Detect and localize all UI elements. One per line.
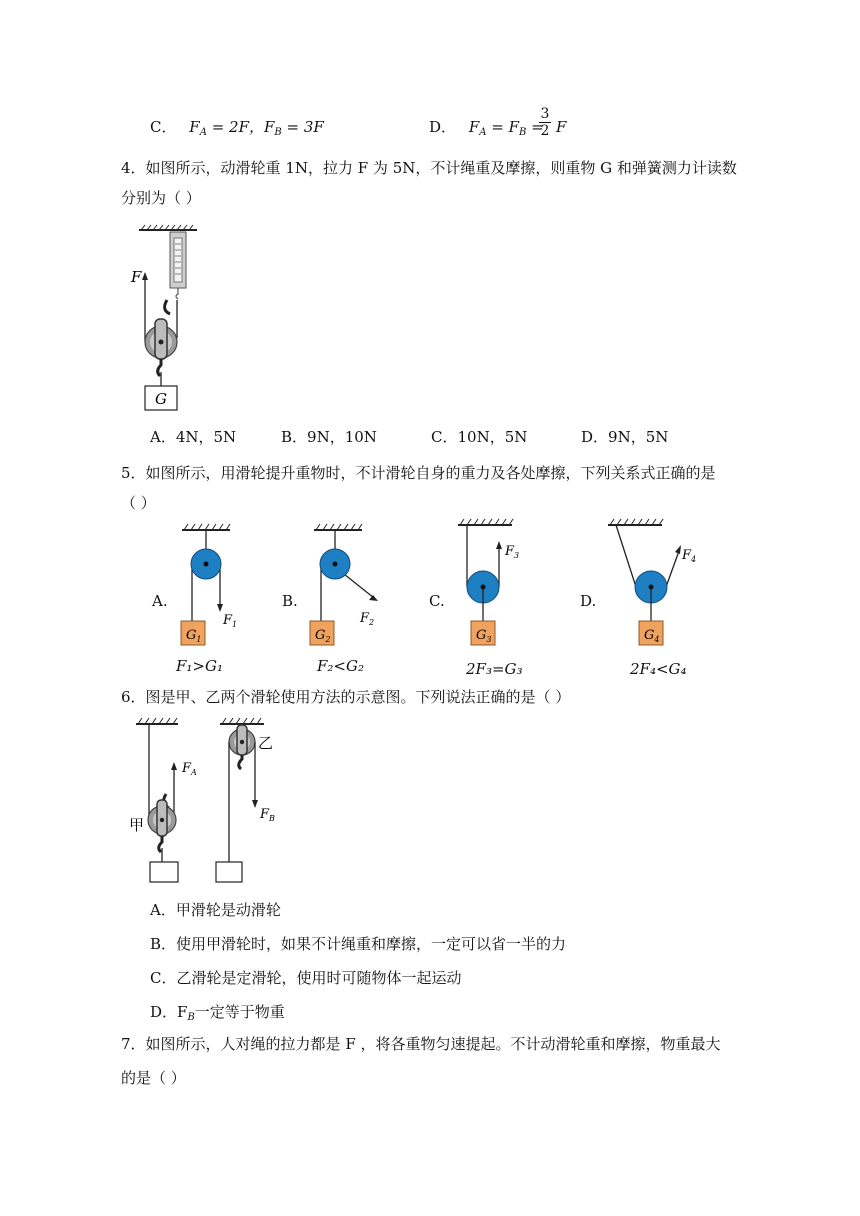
q5-figure-b [300, 520, 390, 650]
q6-pulley-jia [148, 800, 176, 836]
q4-stem-line1: 4．如图所示，动滑轮重 1N，拉力 F 为 5N，不计绳重及摩擦，则重物 G 和弹簧测力计读数 [121, 159, 737, 177]
q4-ceiling [139, 225, 197, 230]
q6-pulley-yi [229, 725, 255, 755]
q5-label-b: B. [282, 592, 298, 610]
q6-yi-ceiling [220, 718, 264, 724]
q4-stem-line2: 分别为（ ） [121, 189, 201, 207]
svg-text:G4: $G_4$ [644, 628, 660, 644]
q5-caption-a: F₁>G₁ [176, 657, 223, 675]
q6-option-a: A．甲滑轮是动滑轮 [150, 901, 281, 919]
q5-stem-line2: （ ） [121, 494, 156, 512]
svg-text:G3: $G_3$ [476, 628, 492, 644]
q5-label-c: C. [429, 592, 445, 610]
svg-text:F3: $F_3$ [505, 544, 520, 560]
q6-option-b: B．使用甲滑轮时，如果不计绳重和摩擦，一定可以省一半的力 [150, 935, 567, 953]
q5-figure-c [450, 515, 540, 655]
q4-figure [125, 222, 215, 412]
q6-jia-ceiling [136, 718, 178, 724]
spring-scale [170, 232, 186, 299]
svg-text:FB: $F_B$ [260, 807, 275, 823]
q3-option-d: D． $F_A = F_B$ = [429, 118, 544, 138]
q5-figure-a [170, 520, 250, 650]
q6-weight-yi [216, 862, 242, 882]
svg-text:G2: $G_2$ [315, 628, 331, 644]
q6-weight-jia [150, 862, 178, 882]
q3-option-c-formula: $F_A = 2F$，$F_B = 3F$ [189, 118, 324, 138]
q6-option-d: D．$F_B$一定等于物重 [150, 1003, 285, 1023]
q4-option-d: D．9N，5N [581, 428, 669, 446]
q4-label-f: F [131, 268, 142, 286]
svg-text:G: G [155, 390, 167, 408]
q7-stem-line1: 7．如图所示，人对绳的拉力都是 F ，将各重物匀速提起。不计动滑轮重和摩擦，物重最大 [121, 1035, 721, 1053]
svg-text:FA: $F_A$ [182, 761, 197, 777]
q3-fraction-f: F [556, 118, 567, 136]
q6-option-c: C．乙滑轮是定滑轮，使用时可随物体一起运动 [150, 969, 462, 987]
svg-text:G1: $G_1$ [186, 628, 202, 644]
q5-figure-d [600, 515, 700, 655]
q5-caption-c: 2F₃=G₃ [466, 660, 523, 678]
q3-option-d-formula: $F_A = F_B$ = [468, 118, 544, 138]
q5-caption-b: F₂<G₂ [317, 657, 364, 675]
q4-option-b: B．9N，10N [281, 428, 377, 446]
q6-figure [118, 712, 288, 887]
q5-caption-d: 2F₄<G₄ [630, 660, 687, 678]
q3-fraction: 3 2 [540, 106, 550, 139]
q3-option-c: C． $F_A = 2F$，$F_B = 3F$ [150, 118, 324, 138]
q5-label-a: A. [152, 592, 168, 610]
q4-option-c: C．10N，5N [431, 428, 528, 446]
q7-stem-line2: 的是（ ） [121, 1069, 186, 1087]
q5-label-d: D. [580, 592, 597, 610]
q6-label-jia: 甲 [129, 816, 145, 834]
q4-option-a: A．4N，5N [150, 428, 237, 446]
svg-text:F4: $F_4$ [682, 548, 697, 564]
q4-arrow-f [142, 272, 148, 280]
q4-top-hook [165, 300, 170, 314]
svg-text:F2: $F_2$ [360, 611, 375, 627]
svg-text:F1: $F_1$ [223, 613, 238, 629]
q6-label-yi: 乙 [258, 734, 274, 752]
q6-stem: 6．图是甲、乙两个滑轮使用方法的示意图。下列说法正确的是（ ） [121, 688, 571, 706]
q4-movable-pulley [145, 319, 177, 359]
q5-stem-line1: 5．如图所示，用滑轮提升重物时，不计滑轮自身的重力及各处摩擦，下列关系式正确的是 [121, 464, 716, 482]
